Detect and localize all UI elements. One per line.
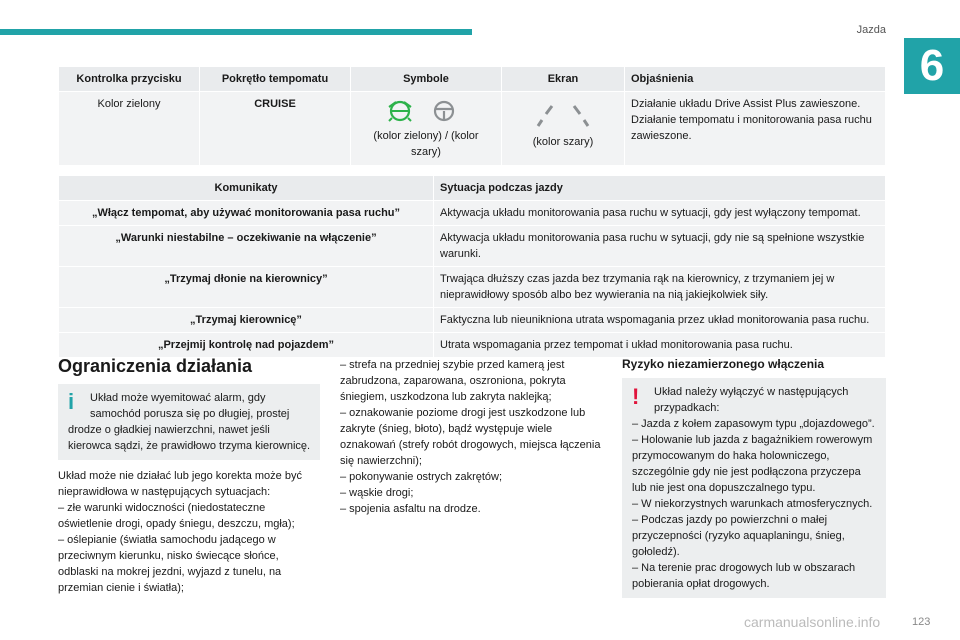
message-description: Aktywacja układu monitorowania pasa ruchu w sytuacji, gdy nie są spełnione wszystkie warunki.	[434, 226, 886, 267]
info-box	[58, 384, 320, 460]
messages-table	[58, 175, 886, 358]
col-header: Kontrolka przycisku	[59, 67, 200, 92]
warning-lamp-table	[58, 66, 886, 166]
header-accent-bar	[0, 29, 472, 35]
table-row	[59, 267, 886, 308]
warning-exclamation-icon: !	[632, 384, 640, 409]
table-row	[59, 201, 886, 226]
risk-heading: Ryzyko niezamierzonego włączenia	[622, 357, 825, 371]
chapter-number: 6	[904, 38, 960, 94]
hands-on-wheel-green-icon	[389, 102, 411, 121]
limits-paragraph-left: Układ może nie działać lub jego korekta może być nieprawidłowa w następujących sytuacjach: – złe warunki widoczności (niedostateczne oświetlenie drogi, opady śniegu, deszczu, mgła); – oślepianie (światła samochodu jadącego w przeciwnym kierunku, nisko świecące słońce, odblaski na mokrej jezdni, wyjazd z tunelu, na przemian cienie i światła);	[58, 470, 302, 594]
symbols-caption: (kolor zielony) / (kolor szary)	[373, 130, 479, 158]
message-text: „Trzymaj kierownicę”	[59, 308, 434, 333]
message-text: „Przejmij kontrolę nad pojazdem”	[59, 333, 434, 358]
message-description: Aktywacja układu monitorowania pasa ruchu w sytuacji, gdy jest wyłączony tempomat.	[434, 201, 886, 226]
limits-heading: Ograniczenia działania	[58, 356, 253, 376]
message-description: Utrata wspomagania przez tempomat i układ monitorowania pasa ruchu.	[434, 333, 886, 358]
screen-caption: (kolor szary)	[532, 136, 594, 148]
info-text: Układ może wyemitować alarm, gdy samochód porusza się po długiej, prostej drodze o gładkiej nawierzchni, nawet jeśli kierowca sądzi, że prawidłowo trzyma kierownicę.	[68, 392, 311, 452]
section-title: Jazda	[856, 24, 886, 36]
cell-symbols	[351, 92, 502, 166]
message-description: Faktyczna lub nieunikniona utrata wspomagania przez układ monitorowania pasa ruchu.	[434, 308, 886, 333]
limits-paragraph-mid: – strefa na przedniej szybie przed kamerą jest zabrudzona, zaparowana, oszroniona, pokryta śniegiem, uszkodzona lub zakryta naklejką; – oznakowanie poziome drogi jest uszkodzone lub zakryte (śnieg, błoto), bądź występuje wiele oznakowań (strefy robót drogowych, miejsca łączenia się nawierzchni); – pokonywanie ostrych zakrętów; – wąskie drogi; – spojenia asfaltu na drodze.	[340, 359, 601, 515]
col-header: Ekran	[502, 67, 625, 92]
col-header: Symbole	[351, 67, 502, 92]
cell-explanation: Działanie układu Drive Assist Plus zawieszone. Działanie tempomatu i monitorowania pasa ruchu zawieszone.	[625, 92, 886, 166]
warning-box	[622, 378, 886, 598]
message-text: „Trzymaj dłonie na kierownicy”	[59, 267, 434, 308]
info-icon: i	[68, 389, 75, 414]
steering-wheel-grey-icon	[435, 102, 453, 120]
cell-screen	[502, 92, 625, 166]
col-header: Sytuacja podczas jazdy	[434, 176, 886, 201]
table-row	[59, 333, 886, 358]
lane-lines-grey-icon	[528, 100, 598, 130]
col-header: Pokrętło tempomatu	[200, 67, 351, 92]
steering-lane-icons	[386, 98, 466, 124]
message-description: Trwająca dłuższy czas jazda bez trzymania rąk na kierownicy, z trzymaniem jej w nieprawidłowy sposób albo bez wywierania na nią jakiejkolwiek siły.	[434, 267, 886, 308]
table-row	[59, 308, 886, 333]
message-text: „Włącz tempomat, aby używać monitorowania pasa ruchu”	[59, 201, 434, 226]
watermark: carmanualsonline.info	[744, 614, 881, 630]
page-number: 123	[912, 616, 931, 628]
cell-cruise: CRUISE	[200, 92, 351, 166]
table-row	[59, 226, 886, 267]
warning-text: Układ należy wyłączyć w następujących przypadkach: – Jazda z kołem zapasowym typu „dojazdowego”. – Holowanie lub jazda z bagażnikiem rowerowym przymocowanym do haka holowniczego, szczególnie gdy nie jest podłączona przyczepa lub nie jest ona dopuszczalnego typu. – W niekorzystnych warunkach atmosferycznych. – Podczas jazdy po powierzchni o małej przyczepności (ryzyko aquaplaningu, śnieg, gołoledź). – Na terenie prac drogowych lub w obszarach pobierania opłat drogowych.	[632, 386, 875, 590]
col-header: Objaśnienia	[625, 67, 886, 92]
cell-lamp-color: Kolor zielony	[59, 92, 200, 166]
message-text: „Warunki niestabilne – oczekiwanie na włączenie”	[59, 226, 434, 267]
col-header: Komunikaty	[59, 176, 434, 201]
